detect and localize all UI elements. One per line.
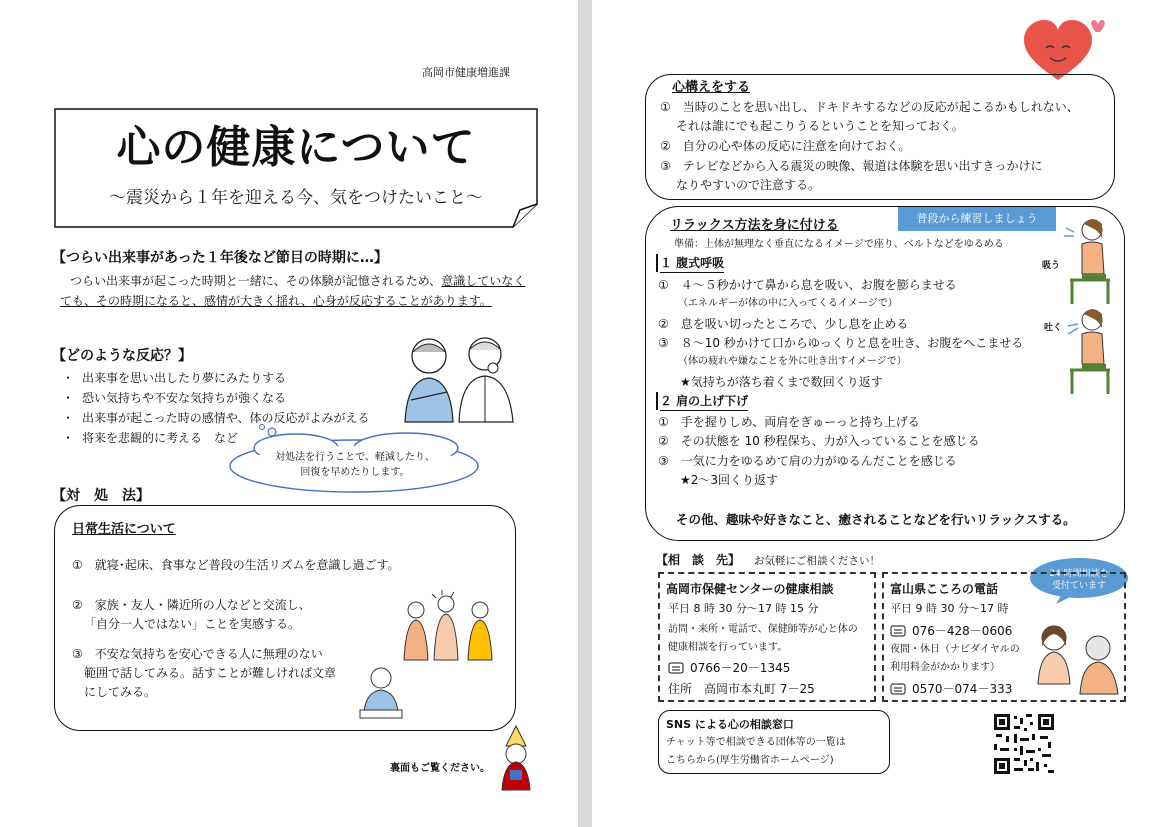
section-heading-reactions: 【どのような反応？】: [52, 348, 192, 364]
qr-code[interactable]: [994, 714, 1054, 774]
bullet: ・: [62, 391, 75, 405]
sns-desc-line1: チャット等で相談できる団体等の一覧は: [666, 737, 846, 748]
section-heading-timing: 【つらい出来事があった１年後など節目の時期に…】: [52, 250, 388, 266]
other-relaxation-text: その他、趣味や好きなこと、癒されることなどを行いリラックスする。: [676, 512, 1076, 527]
mindset-1-line2: それは誰にでも起こりうるということを知っておく。: [676, 119, 964, 133]
heading-bar: [656, 392, 658, 410]
title-box: [54, 108, 538, 228]
see-back-note: 裏面もご覧ください。: [390, 763, 490, 774]
writing-person-illustration: [356, 664, 406, 724]
shoulder-repeat: ★2～3回くり返す: [680, 473, 779, 487]
kokoro-phone-night[interactable]: [890, 680, 1012, 698]
phone-icon: [668, 662, 684, 674]
preparation-note: 準備：上体が無理なく垂直になるイメージで座り、ベルトなどをゆるめる: [674, 239, 1004, 250]
health-center-title: 高岡市保健センターの健康相談: [666, 582, 834, 596]
page-back: [592, 0, 1174, 827]
mindset-3-line1: ③ テレビなどから入る震災の映像、報道は体験を思い出すきっかけに: [660, 159, 1043, 173]
heart-mascot-icon: [1024, 18, 1114, 82]
mindset-3-line2: なりやすいので注意する。: [676, 178, 821, 192]
practice-tag: 普段から練習しましょう: [898, 207, 1056, 231]
consultation-heading: 【相 談 先】: [656, 553, 741, 567]
inhale-illustration: [1058, 214, 1114, 306]
timing-text-line1-a: つらい出来事が起こった時期と一緒に、その体験が記憶されるため、: [70, 274, 442, 288]
kokoro-phone-number[interactable]: 076－428－0606: [912, 624, 1013, 638]
health-center-phone[interactable]: [668, 659, 790, 677]
breathing-step-2: ② 息を吸い切ったところで、少し息を止める: [658, 317, 909, 331]
reaction-item-text: 出来事が起こった時の感情や、体の反応がよみがえる: [82, 411, 370, 425]
tip-cloud-line1: 対処法を行うことで、軽減したり、: [275, 452, 435, 463]
timing-text-line1-b: 意識していなく: [441, 274, 526, 288]
daily-tip-3-line2: 範囲で話してみる。話すことが難しければ文章: [84, 666, 337, 680]
page-front: [0, 0, 578, 827]
reaction-item-text: 恐い気持ちや不安な気持ちが強くなる: [82, 391, 287, 405]
tip-cloud-line2: 回復を早めたりします。: [300, 467, 410, 478]
page-title: 心の健康について: [116, 122, 476, 173]
inhale-label: 吸う: [1042, 261, 1061, 271]
tip-cloud-text: [260, 450, 450, 480]
kokoro-phone-hours: 平日 9 時 30 分～17 時: [890, 602, 1009, 615]
daily-life-heading: 日常生活について: [72, 522, 176, 537]
exhale-label: 吐く: [1044, 323, 1063, 333]
heading-bar: [656, 254, 658, 272]
counselling-illustration: [1028, 614, 1122, 698]
health-center-address: 住所 高岡市本丸町 7－25: [668, 682, 815, 696]
reaction-item-text: 出来事を思い出したり夢にみたりする: [82, 371, 287, 385]
friends-chatting-illustration: [398, 590, 502, 662]
worried-people-illustration: [395, 330, 535, 424]
shoulder-step-3: ③ 一気に力をゆるめて肩の力がゆるんだことを感じる: [658, 454, 957, 468]
health-center-phone-number[interactable]: 0766－20－1345: [690, 661, 791, 675]
department-name: 高岡市健康増進課: [422, 66, 510, 79]
timing-text-line2: ても、その時期になると、感情が大きく揺れ、心身が反応することがあります。: [60, 294, 492, 308]
reaction-item: [62, 389, 370, 409]
bullet: ・: [62, 431, 75, 445]
reaction-item-text: 将来を悲観的に考える など: [82, 431, 239, 445]
health-center-desc-line1: 訪問・来所・電話で、保健師等が心と体の: [668, 624, 858, 635]
section-heading-coping: 【対 処 法】: [52, 488, 150, 504]
health-center-hours: 平日 8 時 30 分～17 時 15 分: [668, 602, 819, 615]
abdominal-breathing-heading: １ 腹式呼吸: [660, 254, 724, 273]
shoulder-step-2: ② その状態を 10 秒程保ち、力が入っていることを感じる: [658, 434, 980, 448]
reaction-item: [62, 369, 370, 389]
sns-title: SNS による心の相談窓口: [666, 718, 794, 731]
breathing-repeat: ★気持ちが落ち着くまで数回くり返す: [680, 375, 883, 389]
breathing-step-1: ① ４～５秒かけて鼻から息を吸い、お腹を膨らませる: [658, 278, 957, 292]
daily-tip-2-line1: ② 家族・友人・隣近所の人などと交流し、: [72, 598, 311, 612]
relaxation-heading: リラックス方法を身に付ける: [670, 218, 839, 233]
kokoro-night-note-line2: 利用料金がかかります）: [890, 662, 1000, 673]
phone-icon: [890, 625, 906, 637]
kokoro-night-note-line1: 夜間・休日（ナビダイヤルの: [890, 644, 1020, 655]
consultation-note: お気軽にご相談ください！: [754, 555, 880, 567]
timing-text-line1: [70, 272, 525, 291]
mindset-heading: 心構えをする: [672, 80, 751, 95]
sns-desc-line2: こちらから(厚生労働省ホームページ): [666, 755, 834, 766]
breathing-step-1-note: （エネルギーが体の中に入ってくるイメージで）: [678, 298, 898, 309]
kokoro-phone-title: 富山県こころの電話: [890, 582, 999, 596]
phone-icon: [890, 683, 906, 695]
health-center-desc-line2: 健康相談を行っています。: [668, 642, 788, 653]
kokoro-phone-daytime[interactable]: [890, 622, 1012, 640]
mindset-1-line1: ① 当時のことを思い出し、ドキドキするなどの反応が起こるかもしれない、: [660, 100, 1079, 114]
shoulder-exercise-heading: ２ 肩の上げ下げ: [660, 392, 748, 411]
breathing-step-3: ③ ８～10 秒かけて口からゆっくりと息を吐き、お腹をへこませる: [658, 336, 1024, 350]
daily-tip-3-line1: ③ 不安な気持ちを安心できる人に無理のない: [72, 647, 323, 661]
page-subtitle: ～震災から１年を迎える今、気をつけたいこと～: [109, 188, 483, 208]
exhale-illustration: [1058, 302, 1114, 396]
daily-tip-3-line3: にしてみる。: [84, 685, 157, 699]
kokoro-phone-number-night[interactable]: 0570－074－333: [912, 682, 1013, 696]
mascot-character: [496, 724, 536, 794]
24h-bubble-line2: 受付ています: [1051, 581, 1106, 591]
bullet: ・: [62, 411, 75, 425]
bullet: ・: [62, 371, 75, 385]
daily-tip-2-line2: 「自分一人ではない」ことを実感する。: [84, 617, 301, 631]
24h-bubble-line1: 24 時間相談を: [1049, 569, 1109, 579]
mindset-2: ② 自分の心や体の反応に注意を向けておく。: [660, 139, 911, 153]
shoulder-step-1: ① 手を握りしめ、両肩をぎゅーっと持ち上げる: [658, 415, 920, 429]
daily-tip-1: ① 就寝･起床、食事など普段の生活リズムを意識し過ごす。: [72, 558, 400, 572]
breathing-step-3-note: （体の疲れや嫌なことを外に吐き出すイメージで）: [678, 356, 907, 367]
